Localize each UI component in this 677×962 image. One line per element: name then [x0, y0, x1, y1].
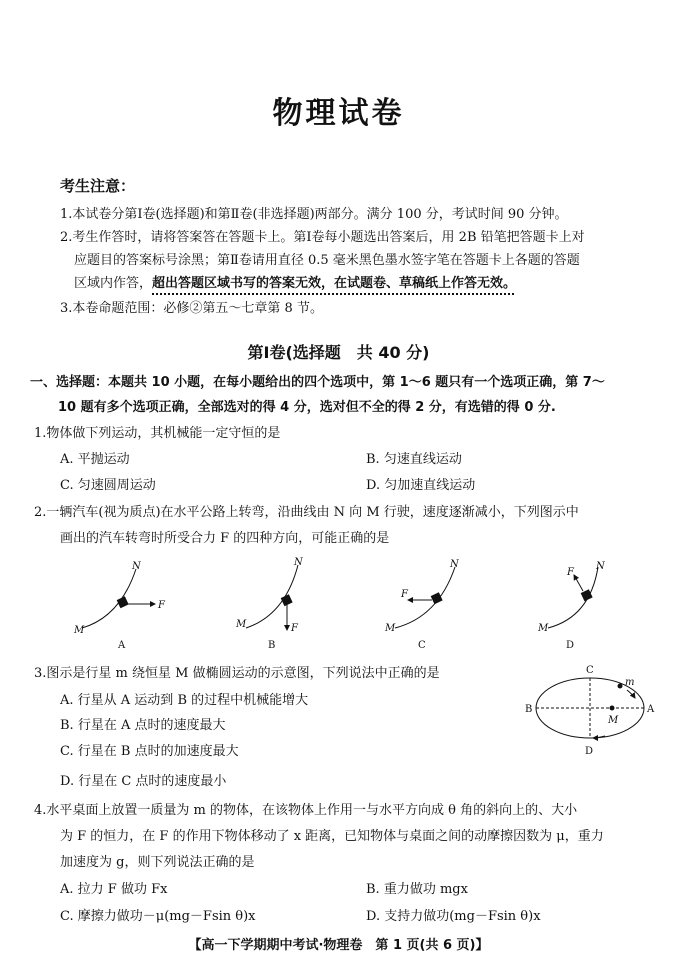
q3-orbit-figure: [515, 660, 665, 760]
q2-b-m: M: [236, 619, 247, 630]
q2-b-n: N: [294, 557, 303, 568]
q4-stem-2: 为 F 的恒力，在 F 的作用下物体移动了 x 距离，已知物体与桌面之间的动摩擦因数为 μ，重力: [60, 829, 604, 844]
q3-label-star: M: [608, 715, 619, 726]
notice-item-1: 1.本试卷分第Ⅰ卷(选择题)和第Ⅱ卷(非选择题)两部分。满分 100 分，考试时间 90 分钟。: [60, 207, 568, 222]
q2-label-c: C: [418, 640, 426, 651]
section-title: 第Ⅰ卷(选择题 共 40 分): [247, 343, 430, 362]
part1-instructions-2: 10 题有多个选项正确，全部选对的得 4 分，选对但不全的得 2 分，有选错的得 0 分.: [58, 400, 556, 415]
notice-item-3: 3.本卷命题范围：必修②第五～七章第 8 节。: [60, 301, 323, 316]
notice-heading: 考生注意：: [60, 177, 136, 195]
q2-stem-1: 2.一辆汽车(视为质点)在水平公路上转弯，沿曲线由 N 向 M 行驶，速度逐渐减小，下列图示中: [34, 505, 579, 520]
q2-label-b: B: [268, 640, 276, 651]
q3-label-d: D: [585, 746, 594, 757]
q2-c-m: M: [385, 623, 396, 634]
part1-instructions-1: 一、选择题：本题共 10 小题，在每小题给出的四个选项中，第 1～6 题只有一个选项正确，第 7～: [30, 375, 605, 390]
q2-figure-d: [537, 561, 606, 651]
q4-option-d: D. 支持力做功(mg－Fsin θ)x: [366, 909, 541, 924]
q2-a-n: N: [132, 561, 141, 572]
q4-stem-3: 加速度为 g，则下列说法正确的是: [60, 855, 255, 870]
q2-figure-a: [73, 561, 166, 651]
q2-label-a: A: [118, 640, 126, 651]
q2-d-n: N: [596, 561, 605, 572]
q2-figures: [0, 555, 677, 655]
q3-option-a: A. 行星从 A 运动到 B 的过程中机械能增大: [60, 693, 309, 708]
q3-option-c: C. 行星在 B 点时的加速度最大: [60, 744, 239, 759]
q2-a-f: F: [158, 600, 165, 611]
q2-c-f: F: [401, 589, 408, 600]
q2-figure-b: [235, 557, 304, 651]
q2-b-f: F: [291, 623, 298, 634]
q4-stem-1: 4.水平桌面上放置一质量为 m 的物体，在该物体上作用一与水平方向成 θ 角的斜向上的、大小: [34, 803, 578, 818]
q2-figure-c: [384, 559, 460, 651]
q1-option-b: B. 匀速直线运动: [366, 452, 462, 467]
notice-emphasis: 超出答题区域书写的答案无效，在试题卷、草稿纸上作答无效。: [152, 276, 517, 291]
q4-option-b: B. 重力做功 mgx: [366, 882, 468, 897]
q2-d-f: F: [567, 567, 574, 578]
q3-option-b: B. 行星在 A 点时的速度最大: [60, 718, 226, 733]
q1-option-c: C. 匀速圆周运动: [60, 478, 156, 493]
q3-label-planet: m: [625, 677, 635, 688]
q2-c-n: N: [450, 559, 459, 570]
q3-label-b: B: [525, 704, 533, 715]
page-title: 物理试卷: [272, 96, 405, 131]
q1-option-a: A. 平抛运动: [60, 452, 130, 467]
q4-option-a: A. 拉力 F 做功 Fx: [60, 882, 168, 897]
q3-label-a: A: [647, 704, 655, 715]
notice-item-2-end: [74, 272, 516, 291]
q4-option-c: C. 摩擦力做功－μ(mg－Fsin θ)x: [60, 909, 256, 924]
notice-item-2-cont: 应题目的答案标号涂黑；第Ⅱ卷请用直径 0.5 毫米黑色墨水签字笔在答题卡上各题的答题: [74, 253, 580, 268]
notice-item-2-tail: 区域内作答，: [74, 276, 153, 291]
q2-d-m: M: [538, 623, 549, 634]
page-footer: 【高一下学期期中考试·物理卷 第 1 页(共 6 页)】: [188, 938, 489, 953]
q1-stem: 1.物体做下列运动，其机械能一定守恒的是: [34, 426, 281, 441]
q3-stem: 3.图示是行星 m 绕恒星 M 做椭圆运动的示意图，下列说法中正确的是: [34, 666, 440, 681]
q2-label-d: D: [566, 640, 575, 651]
notice-item-2: 2.考生作答时，请将答案答在答题卡上。第Ⅰ卷每小题选出答案后，用 2B 铅笔把答题卡上对: [60, 230, 585, 245]
q1-option-d: D. 匀加速直线运动: [366, 478, 476, 493]
q3-label-c: C: [586, 665, 594, 676]
q3-option-d: D. 行星在 C 点时的速度最小: [60, 774, 227, 789]
q2-stem-2: 画出的汽车转弯时所受合力 F 的四种方向，可能正确的是: [60, 531, 390, 546]
q2-a-m: M: [74, 625, 85, 636]
